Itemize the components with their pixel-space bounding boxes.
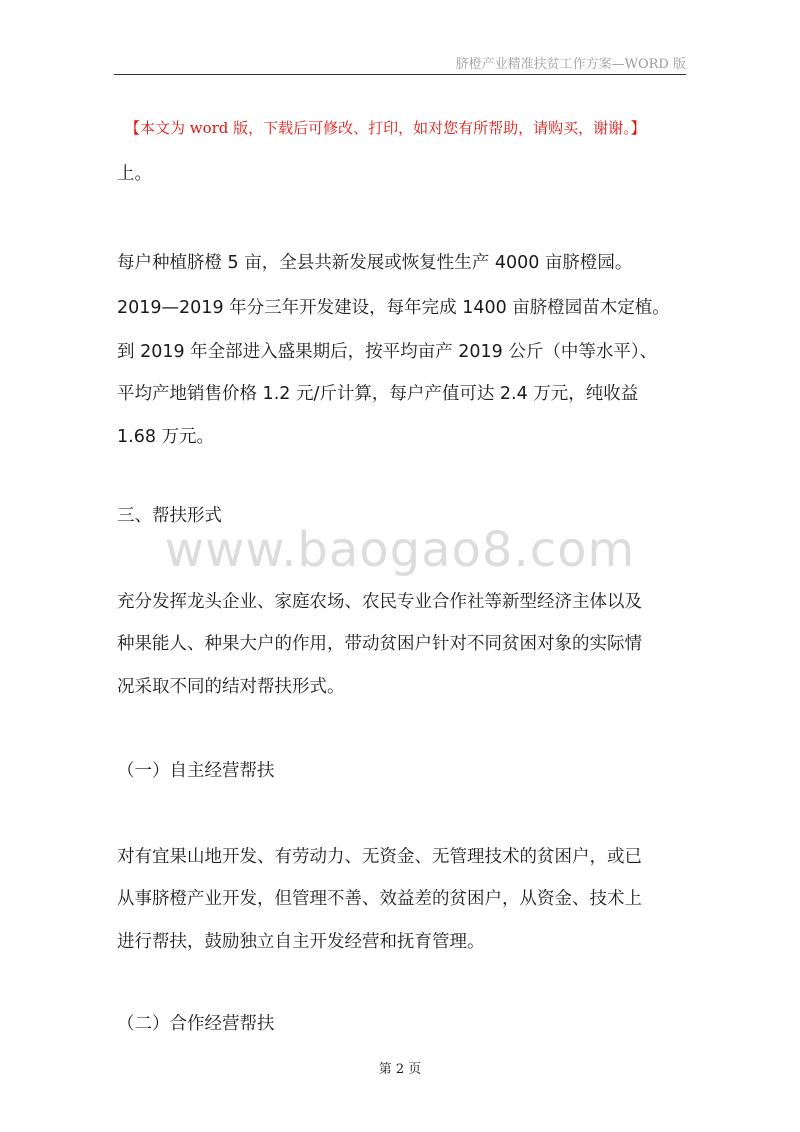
paragraph-1-line-3: 到 2019 年全部进入盛果期后，按平均亩产 2019 公斤（中等水平）、 [117, 342, 658, 362]
subheading-1: （一）自主经营帮扶 [117, 761, 275, 781]
paragraph-3-line-2: 从事脐橙产业开发，但管理不善、效益差的贫困户，从资金、技术上 [117, 889, 642, 909]
purchase-notice: 【本文为 word 版，下载后可修改、打印，如对您有所帮助，请购买，谢谢。】 [125, 119, 646, 137]
page-number: 第 2 页 [378, 1062, 422, 1077]
running-header: 脐橙产业精准扶贫工作方案—WORD 版 [455, 57, 686, 72]
watermark: www.baogao8.com [164, 522, 636, 578]
paragraph-3-line-3: 进行帮扶，鼓励独立自主开发经营和抚育管理。 [117, 932, 485, 952]
paragraph-2-line-1: 充分发挥龙头企业、家庭农场、农民专业合作社等新型经济主体以及 [117, 592, 642, 612]
paragraph-3-line-1: 对有宜果山地开发、有劳动力、无资金、无管理技术的贫困户，或已 [117, 847, 642, 867]
paragraph-1-line-5: 1.68 万元。 [117, 427, 215, 447]
paragraph-2-line-3: 况采取不同的结对帮扶形式。 [117, 677, 345, 697]
paragraph-1-line-1: 每户种植脐橙 5 亩，全县共新发展或恢复性生产 4000 亩脐橙园。 [117, 253, 633, 273]
paragraph-continuation: 上。 [117, 164, 152, 184]
subheading-2: （二）合作经营帮扶 [117, 1014, 275, 1034]
section-heading-3: 三、帮扶形式 [117, 506, 222, 526]
paragraph-1-line-4: 平均产地销售价格 1.2 元/斤计算，每户产值可达 2.4 万元，纯收益 [117, 384, 639, 404]
paragraph-1-line-2: 2019—2019 年分三年开发建设，每年完成 1400 亩脐橙园苗木定植。 [117, 298, 670, 318]
header-divider [114, 74, 686, 75]
paragraph-2-line-2: 种果能人、种果大户的作用，带动贫困户针对不同贫困对象的实际情 [117, 634, 642, 654]
